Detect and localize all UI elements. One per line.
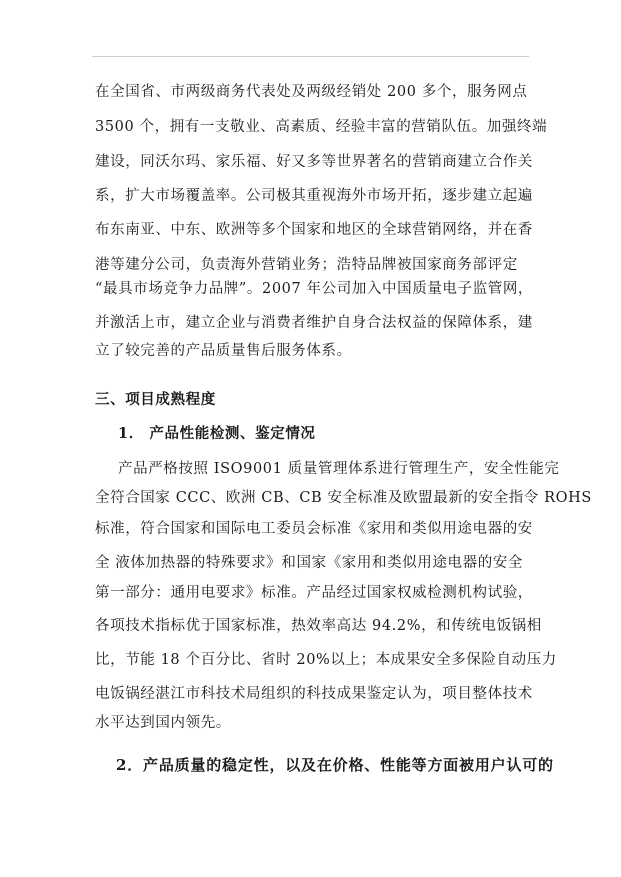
paragraph-2-line-5: 第一部分：通用电要求》标准。产品经过国家权威检测机构试验， (95, 585, 533, 601)
paragraph-1-line-3: 建设，同沃尔玛、家乐福、好又多等世界著名的营销商建立合作关 (95, 154, 533, 170)
paragraph-2-line-7: 比，节能 18 个百分比、省时 20%以上；本成果安全多保险自动压力 (95, 652, 557, 668)
header-rule (92, 56, 529, 57)
paragraph-2-line-6: 各项技术指标优于国家标准，热效率高达 94.2%，和传统电饭锅相 (95, 618, 542, 634)
paragraph-1-line-6: 港等建分公司，负责海外营销业务；浩特品牌被国家商务部评定 (95, 257, 518, 273)
section-3-heading: 三、项目成熟程度 (95, 391, 216, 408)
paragraph-1-line-5: 布东南亚、中东、欧洲等多个国家和地区的全球营销网络，并在香 (95, 222, 533, 238)
paragraph-1-line-2: 3500 个，拥有一支敬业、高素质、经验丰富的营销队伍。加强终端 (95, 119, 548, 135)
paragraph-2-line-8: 电饭锅经湛江市科技术局组织的科技成果鉴定认为，项目整体技术 (95, 686, 533, 702)
subsection-1-heading: 1． 产品性能检测、鉴定情况 (118, 425, 316, 442)
paragraph-1-line-9: 立了较完善的产品质量售后服务体系。 (95, 343, 352, 359)
paragraph-1-line-7: “最具市场竞争力品牌”。2007 年公司加入中国质量电子监管网， (95, 281, 534, 297)
paragraph-2-line-2: 全符合国家 CCC、欧洲 CB、CB 安全标准及欧盟最新的安全指令 ROHS (95, 490, 592, 506)
paragraph-1-line-1: 在全国省、市两级商务代表处及两级经销处 200 多个，服务网点 (95, 84, 528, 100)
subsection-2-heading: 2．产品质量的稳定性，以及在价格、性能等方面被用户认可的 (116, 756, 554, 774)
paragraph-1-line-4: 系，扩大市场覆盖率。公司极其重视海外市场开拓，逐步建立起遍 (95, 188, 533, 204)
paragraph-2-line-4: 全 液体加热器的特殊要求》和国家《家用和类似用途电器的安全 (95, 555, 524, 571)
paragraph-2-line-3: 标准，符合国家和国际电工委员会标准《家用和类似用途电器的安 (95, 521, 533, 537)
paragraph-1-line-8: 并激活上市，建立企业与消费者维护自身合法权益的保障体系，建 (95, 315, 533, 331)
paragraph-2-line-1: 产品严格按照 ISO9001 质量管理体系进行管理生产，安全性能完 (118, 461, 560, 477)
paragraph-2-line-9: 水平达到国内领先。 (95, 715, 231, 731)
